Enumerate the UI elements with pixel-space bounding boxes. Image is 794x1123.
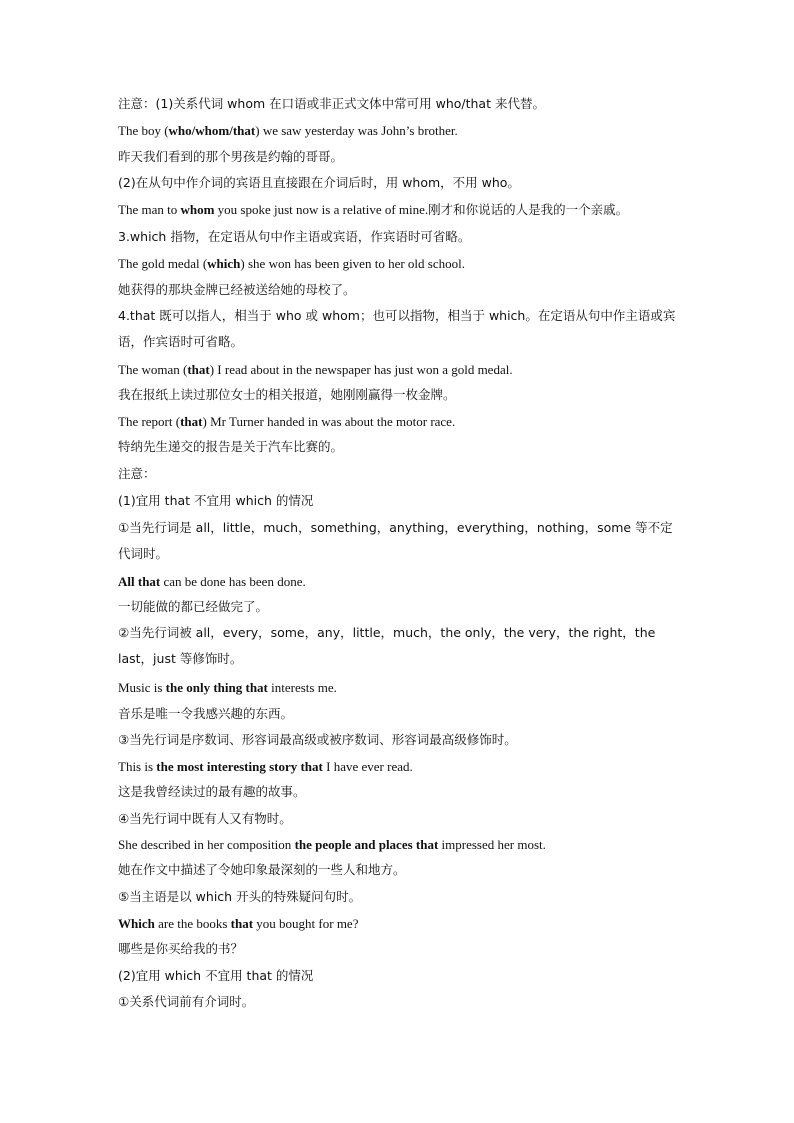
rule-item (118, 515, 680, 567)
example-sentence (118, 362, 680, 378)
highlight: the only thing that (165, 680, 268, 695)
text: 我在报纸上读过那位女士的相关报道，她刚刚赢得一枚金牌。 (118, 387, 456, 402)
text: 注意：(1)关系代词 whom 在口语或非正式文体中常可用 who/that 来代替。 (118, 96, 545, 111)
highlight: the people and places that (294, 837, 439, 852)
example-sentence (118, 574, 680, 590)
example-translation: 刚才和你说话的人是我的一个亲戚。 (428, 202, 629, 217)
text: 3.which 指物，在定语从句中作主语或宾语，作宾语时可省略。 (118, 229, 471, 244)
example-sentence (118, 256, 680, 272)
text: ①关系代词前有介词时。 (118, 994, 255, 1009)
text: ) she won has been given to her old school. (240, 256, 465, 271)
highlight: the most interesting story that (156, 759, 323, 774)
text: 这是我曾经读过的最有趣的故事。 (118, 784, 306, 799)
text: ) Mr Turner handed in was about the motor race. (202, 414, 456, 429)
text: 她在作文中描述了令她印象最深刻的一些人和地方。 (118, 862, 406, 877)
text: (1)宜用 that 不宜用 which 的情况 (118, 493, 314, 508)
highlight: who/whom/that (168, 123, 256, 138)
text: impressed her most. (438, 837, 546, 852)
text: Music is (118, 680, 166, 695)
highlight: whom (180, 202, 215, 217)
text: The woman ( (118, 362, 188, 377)
text: I have ever read. (322, 759, 413, 774)
text: She described in her composition (118, 837, 295, 852)
text: ⑤当主语是以 which 开头的特殊疑问句时。 (118, 889, 362, 904)
example-translation (118, 282, 680, 298)
text: ①当先行词是 all，little，much，something，anything，everything，nothing，some 等不定代词时。 (118, 520, 673, 561)
rule-item (118, 175, 680, 191)
text: ④当先行词中既有人又有物时。 (118, 811, 292, 826)
example-translation (118, 784, 680, 800)
example-translation (118, 599, 680, 615)
text: 她获得的那块金牌已经被送给她的母校了。 (118, 282, 356, 297)
text: you bought for me? (253, 916, 359, 931)
text: ③当先行词是序数词、形容词最高级或被序数词、形容词最高级修饰时。 (118, 732, 517, 747)
text: The man to (118, 202, 181, 217)
example-translation (118, 439, 680, 455)
text: 4.that 既可以指人，相当于 who 或 whom；也可以指物，相当于 which。在定语从句中作主语或宾语，作宾语时可省略。 (118, 308, 676, 349)
text: ) I read about in the newspaper has just won a gold medal. (209, 362, 513, 377)
rule-item (118, 493, 680, 509)
example-sentence (118, 414, 680, 430)
note-whom-informal (118, 96, 680, 112)
example-translation (118, 941, 680, 957)
highlight: that (230, 916, 254, 931)
highlight: Which (118, 916, 155, 931)
example-translation (118, 706, 680, 722)
highlight: All that (118, 574, 161, 589)
example-translation (118, 149, 680, 165)
text: can be done has been done. (160, 574, 306, 589)
example-sentence (118, 759, 680, 775)
example-sentence (118, 680, 680, 696)
text: The report ( (118, 414, 181, 429)
text: ②当先行词被 all，every，some，any，little，much，the only，the very，the right，the last，just 等修饰时。 (118, 625, 656, 666)
text: 注意： (118, 466, 156, 481)
text: 特纳先生递交的报告是关于汽车比赛的。 (118, 439, 344, 454)
highlight: that (180, 414, 203, 429)
text: are the books (154, 916, 231, 931)
text: 音乐是唯一令我感兴趣的东西。 (118, 706, 294, 721)
text: This is (118, 759, 157, 774)
example-translation (118, 387, 680, 403)
example-sentence (118, 837, 680, 853)
rule-item (118, 620, 680, 672)
example-translation (118, 862, 680, 878)
example-sentence (118, 123, 680, 139)
text: ) we saw yesterday was John’s brother. (255, 123, 458, 138)
text: 哪些是你买给我的书？ (118, 941, 244, 956)
text: The gold medal ( (118, 256, 208, 271)
text: 一切能做的都已经做完了。 (118, 599, 269, 614)
highlight: which (207, 256, 241, 271)
example-sentence (118, 202, 680, 218)
text: (2)在从句中作介词的宾语且直接跟在介词后时，用 whom，不用 who。 (118, 175, 520, 190)
rule-heading (118, 303, 680, 355)
text: The boy ( (118, 123, 169, 138)
rule-item (118, 968, 680, 984)
text: interests me. (267, 680, 337, 695)
highlight: that (187, 362, 210, 377)
example-sentence (118, 916, 680, 932)
text: 昨天我们看到的那个男孩是约翰的哥哥。 (118, 149, 344, 164)
rule-heading (118, 229, 680, 245)
note-label (118, 466, 680, 482)
rule-item (118, 732, 680, 748)
text: you spoke just now is a relative of mine. (214, 202, 429, 217)
text: (2)宜用 which 不宜用 that 的情况 (118, 968, 314, 983)
rule-item (118, 811, 680, 827)
rule-item (118, 889, 680, 905)
rule-item (118, 994, 680, 1010)
